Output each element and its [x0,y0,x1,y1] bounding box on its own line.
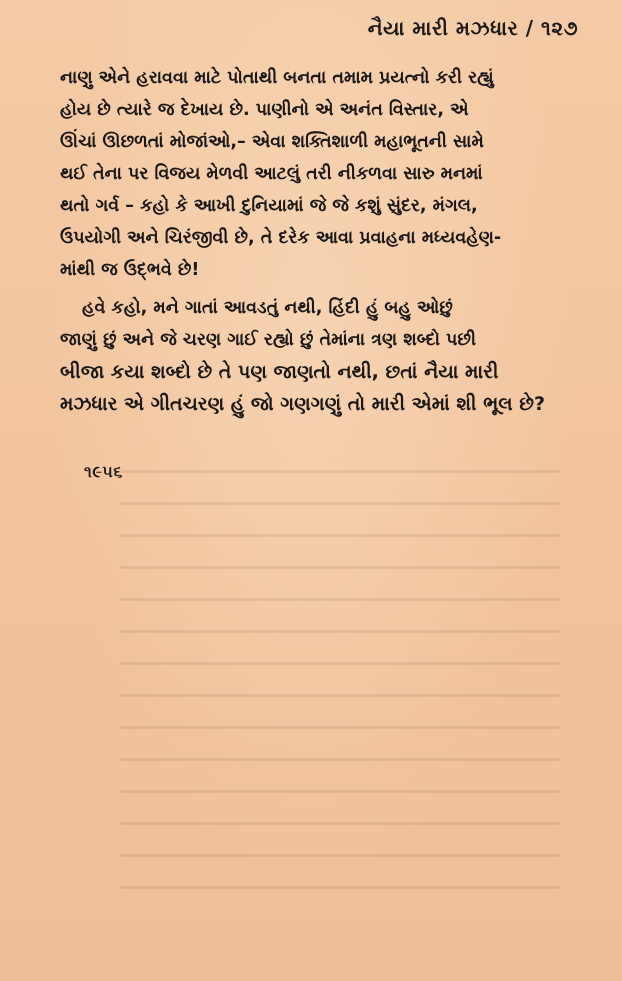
date-note: ૧૯૫૬ [84,462,123,481]
text-line: થતો ગર્વ – કહો કે આખી દુનિયામાં જે જે કશું સુંદર, મંગલ, [60,196,478,216]
text-line: થઈ તેના પર વિજય મેળવી આટલું તરી નીકળવા સારુ મનમાં [60,164,483,184]
page-body [60,62,590,420]
text-line: મઝધાર એ ગીતચરણ હું જો ગણગણું તો મારી એમાં શી ભૂલ છે? [60,393,545,415]
text-line: જાણું છું અને જે ચરણ ગાઈ રહ્યો છું તેમાંના ત્રણ શબ્દો પછી [60,330,476,350]
text-line: ઉપયોગી અને ચિરંજીવી છે, તે દરેક આવા પ્રવાહના મધ્યવહેણ- [60,228,502,248]
text-line: બીજા કયા શબ્દો છે તે પણ જાણતો નથી, છતાં નૈયા મારી [60,361,499,383]
text-line: હોય છે ત્યારે જ દેખાય છે. પાણીનો એ અનંત વિસ્તાર, એ [60,100,469,120]
text-line: ઊંચાં ઊછળતાં મોજાંઓ,– એવા શક્તિશાળી મહાભૂતની સામે [60,132,484,152]
text-line: માંથી જ ઉદ્ભવે છે! [60,260,200,280]
text-line: નાણુ એને હરાવવા માટે પોતાથી બનતા તમામ પ્રયત્નો કરી રહ્યું [60,68,494,88]
show-through-text [120,470,560,930]
text-line: હવે કહો, મને ગાતાં આવડતું નથી, હિંદી હું બહુ ઓછું [82,298,453,318]
running-head: નૈયા મારી મઝધાર / ૧૨૭ [367,16,578,40]
